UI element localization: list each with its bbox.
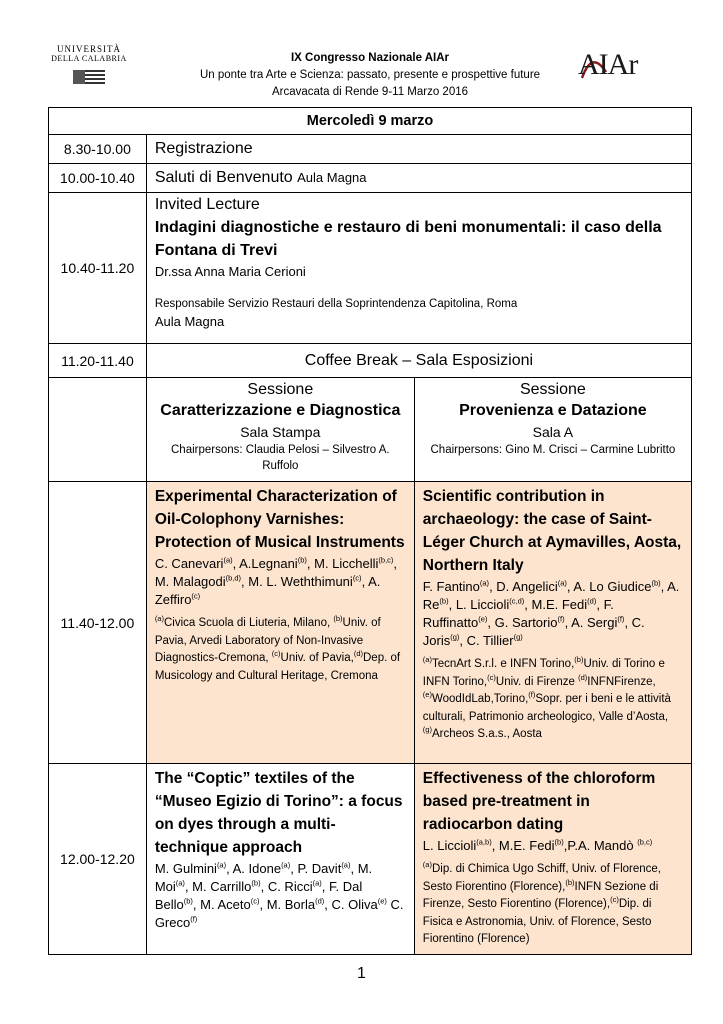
welcome-cell — [146, 164, 691, 193]
aiar-logo — [572, 48, 682, 94]
author-affiliation-marker: (a) — [479, 578, 490, 588]
welcome-place: Aula Magna — [297, 170, 367, 185]
session-a-cell — [146, 378, 414, 482]
talk-title: Effectiveness of the chloroform based pre-treatment in radiocarbon dating — [422, 770, 656, 833]
table-row — [49, 764, 692, 955]
time-cell: 8.30-10.00 — [49, 135, 147, 164]
talk-authors: F. Fantino$^{(a)}$, D. Angelici$^{(a)}$, A. Lo Giudice$^{(b)}$, A. Re$^{(b)}$, L. Liccioli$^{(c,d)}$, M.E. Fedi$^{(d)}$, F. Ruffinatto$^{(e)}$, G. Sartorio$^{(f)}$, A. Sergi$^{(f)}$, C. Joris$^{(g)}$, C. Tillier$^{(g)}$ — [422, 578, 680, 648]
author-name: A. Sergi — [571, 615, 618, 630]
lecture-title: Indagini diagnostiche e restauro di beni monumentali: il caso della Fontana di Trevi — [154, 219, 662, 259]
table-row — [49, 193, 692, 344]
table-row — [49, 344, 692, 378]
coffee-break-cell: Coffee Break – Sala Esposizioni — [146, 344, 691, 378]
author-name: A. Lo Giudice — [573, 579, 652, 594]
author-name: M. Aceto — [200, 897, 251, 912]
author-name: A. Zeffiro — [154, 574, 381, 607]
author-name: F. Fantino — [422, 579, 480, 594]
author-affiliation-marker: (b) — [183, 896, 193, 906]
author-affiliation-marker: (f) — [190, 914, 198, 924]
congress-subtitle: Un ponte tra Arte e Scienza: passato, presente e prospettive future — [199, 69, 541, 81]
talk-title: The “Coptic” textiles of the “Museo Egizio di Torino”: a focus on dyes through a multi-technique approach — [154, 770, 403, 856]
author-name: C. Canevari — [154, 556, 224, 571]
university-emblem-icon — [71, 68, 107, 88]
congress-title: IX Congresso Nazionale AIAr — [290, 52, 450, 64]
registration-cell: Registrazione — [146, 135, 691, 164]
author-name: M. L. Weththimuni — [248, 574, 353, 589]
author-affiliation-marker: (a) — [216, 860, 227, 870]
author-name: M. Malagodi — [154, 574, 226, 589]
affiliation-text: Dip. di Fisica e Astronomia, Univ. of Florence, Sesto Fiorentino (Florence) — [422, 898, 652, 945]
talk-authors: M. Gulmini$^{(a)}$, A. Idone$^{(a)}$, P. Davit$^{(a)}$, M. Moi$^{(a)}$, M. Carrillo$^{(b)}$, C. Ricci$^{(a)}$, F. Dal Bello$^{(b)}$, M. Aceto$^{(c)}$, M. Borla$^{(d)}$, C. Oliva$^{(e)}$ C. Greco$^{(f)}$ — [154, 860, 404, 930]
affiliation-text: Univ. of Pavia, — [280, 652, 354, 664]
session-a-label: Sessione — [247, 381, 314, 398]
talk-cell — [146, 764, 414, 955]
author-affiliation-marker: (d) — [587, 596, 597, 606]
author-affiliation-marker: (d) — [315, 896, 325, 906]
author-name: L. Liccioli — [455, 597, 510, 612]
affiliation-text: Univ. di Firenze — [495, 675, 579, 688]
author-affiliation-marker: (c) — [352, 573, 362, 583]
author-affiliation-marker: (a) — [223, 555, 233, 565]
table-row — [49, 135, 692, 164]
affiliation-marker: (b) — [574, 655, 584, 665]
author-affiliation-marker: (c) — [191, 591, 201, 601]
affiliation-marker: (e) — [422, 690, 432, 700]
author-name: M. Borla — [266, 897, 316, 912]
author-affiliation-marker: (f) — [557, 614, 565, 624]
sessions-row — [49, 378, 692, 482]
page-header — [0, 0, 723, 104]
affiliation-marker: (d) — [353, 649, 363, 659]
program-table — [48, 107, 692, 955]
author-name: M.E. Fedi — [498, 838, 555, 853]
university-logo-line1: UNIVERSITÀ — [57, 44, 121, 54]
author-affiliation-marker: (b,c) — [378, 555, 394, 565]
lecture-place: Aula Magna — [154, 314, 225, 329]
time-cell: 10.00-10.40 — [49, 164, 147, 193]
talk-affiliations — [155, 615, 406, 685]
lecture-speaker: Dr.ssa Anna Maria Cerioni — [154, 264, 306, 279]
author-name: C. Oliva — [331, 897, 378, 912]
time-cell: 12.00-12.20 — [49, 764, 147, 955]
time-cell-empty — [49, 378, 147, 482]
author-affiliation-marker: (e) — [478, 614, 488, 624]
author-name: M. Carrillo — [192, 879, 252, 894]
author-affiliation-marker: (b) — [251, 878, 261, 888]
affiliation-text: Dip. di Chimica Ugo Schiff, Univ. of Florence, Sesto Fiorentino (Florence), — [422, 863, 661, 893]
affiliation-text: Dep. of Musicology and Cultural Heritage, Cremona — [154, 652, 401, 682]
talk-authors: L. Liccioli$^{(a,b)}$, M.E. Fedi$^{(b)}$,P.A. Mandò $^{(b,c)}$ — [422, 837, 653, 853]
author-name: C. Tillier — [466, 633, 514, 648]
author-affiliation-marker: (a) — [557, 578, 567, 588]
lecture-speaker-role: Responsabile Servizio Restauri della Soprintendenza Capitolina, Roma — [154, 298, 518, 310]
session-a-chairs: Chairpersons: Claudia Pelosi – Silvestro A. Ruffolo — [171, 444, 390, 472]
congress-place-date: Arcavacata di Rende 9-11 Marzo 2016 — [271, 86, 469, 98]
session-b-room: Sala A — [532, 424, 574, 440]
session-a-name: Caratterizzazione e Diagnostica — [160, 402, 401, 419]
author-affiliation-marker: (a) — [175, 878, 185, 888]
session-a-room: Sala Stampa — [240, 424, 321, 440]
author-affiliation-marker: (g) — [513, 632, 523, 642]
talk-title: Experimental Characterization of Oil-Colophony Varnishes: Protection of Musical Instruments — [154, 488, 405, 551]
affiliation-marker: (b) — [565, 877, 575, 887]
author-affiliation-marker: (b) — [554, 837, 564, 847]
affiliation-marker: (a) — [422, 655, 432, 665]
affiliation-marker: (c) — [271, 649, 281, 659]
author-affiliation-marker: (e) — [377, 896, 387, 906]
session-b-label: Sessione — [519, 381, 586, 398]
page-number: 1 — [357, 965, 366, 982]
talk-affiliations — [423, 861, 683, 949]
author-name: Mandò — [593, 838, 638, 853]
author-name: F. Dal Bello — [154, 879, 363, 912]
author-affiliation-marker: (b) — [439, 596, 449, 606]
author-name: M.E. Fedi — [531, 597, 588, 612]
author-name: L. Liccioli — [422, 838, 477, 853]
congress-heading — [160, 50, 580, 101]
author-name: A.Legnani — [239, 556, 298, 571]
university-logo — [48, 44, 130, 94]
affiliation-marker: (c) — [487, 672, 496, 682]
author-name: C. Greco — [154, 897, 404, 930]
author-name: C. Joris — [422, 615, 645, 648]
lecture-kind: Invited Lecture — [154, 196, 260, 213]
author-name: F. Ruffinatto — [422, 597, 614, 630]
affiliation-marker: (f) — [528, 690, 536, 700]
affiliation-marker: (c) — [610, 895, 619, 905]
affiliation-text: INFNFirenze, — [587, 675, 656, 688]
university-logo-line2: DELLA CALABRIA — [51, 54, 127, 63]
author-name: C. Ricci — [267, 879, 313, 894]
table-row — [49, 164, 692, 193]
time-cell: 11.40-12.00 — [49, 482, 147, 764]
talk-title: Scientific contribution in archaeology: the case of Saint-Léger Church at Aymavilles, Aosta, Northern Italy — [422, 488, 682, 574]
affiliation-marker: (g) — [422, 725, 432, 735]
time-cell: 10.40-11.20 — [49, 193, 147, 344]
author-affiliation-marker: (b) — [297, 555, 307, 565]
day-heading: Mercoledì 9 marzo — [49, 108, 692, 135]
talk-authors: C. Canevari$^{(a)}$, A.Legnani$^{(b)}$, M. Licchelli$^{(b,c)}$, M. Malagodi$^{(b,d)}$, M. L. Weththimuni$^{(c)}$, A. Zeffiro$^{(c)}$ — [154, 555, 398, 607]
author-affiliation-marker: (a,b) — [476, 837, 492, 847]
session-b-name: Provenienza e Datazione — [459, 402, 647, 419]
affiliation-text: WoodIdLab,Torino, — [431, 693, 529, 705]
invited-lecture-cell — [146, 193, 691, 344]
session-b-cell — [414, 378, 691, 482]
author-affiliation-marker: (f) — [617, 614, 625, 624]
author-affiliation-marker: (b) — [651, 578, 661, 588]
author-affiliation-marker: (a) — [281, 860, 291, 870]
author-name: D. Angelici — [496, 579, 558, 594]
author-name: P. Davit — [297, 861, 342, 876]
affiliation-text: Univ. di Torino e INFN Torino, — [422, 658, 665, 688]
time-cell: 11.20-11.40 — [49, 344, 147, 378]
session-b-chairs: Chairpersons: Gino M. Crisci – Carmine Lubritto — [430, 444, 676, 456]
author-name: A. Re — [422, 579, 680, 612]
welcome-text: Saluti di Benvenuto — [154, 169, 293, 186]
author-affiliation-marker: (b,c) — [637, 837, 653, 847]
affiliation-marker: (b) — [333, 614, 343, 624]
talk-affiliations — [423, 656, 683, 744]
author-name: M. Licchelli — [314, 556, 379, 571]
author-affiliation-marker: (c,d) — [509, 596, 525, 606]
affiliation-marker: (a) — [422, 860, 432, 870]
author-affiliation-marker: (a) — [312, 878, 322, 888]
affiliation-marker: (a) — [154, 614, 164, 624]
author-affiliation-marker: (b,d) — [225, 573, 242, 583]
author-name: M. Gulmini — [154, 861, 217, 876]
talk-cell — [146, 482, 414, 764]
table-row — [49, 482, 692, 764]
talk-cell — [414, 764, 691, 955]
author-affiliation-marker: (a) — [341, 860, 351, 870]
author-affiliation-marker: (g) — [450, 632, 460, 642]
author-affiliation-marker: (c) — [250, 896, 260, 906]
author-name: A. Idone — [232, 861, 282, 876]
affiliation-text: Univ. of Pavia, Arvedi Laboratory of Non-Invasive Diagnostics-Cremona, — [154, 617, 381, 664]
affiliation-text: TecnArt S.r.l. e INFN Torino, — [431, 658, 575, 670]
author-name: G. Sartorio — [494, 615, 558, 630]
aiar-logo-text: AIAr — [578, 48, 638, 81]
affiliation-text: INFN Sezione di Firenze, Sesto Fiorentino (Florence), — [422, 880, 659, 910]
affiliation-text: Sopr. per i beni e le attività culturali, Patrimonio archeologico, Valle d’Aosta, — [422, 693, 671, 723]
author-name: M. Moi — [154, 861, 373, 894]
talk-cell — [414, 482, 691, 764]
affiliation-text: Archeos S.a.s., Aosta — [431, 728, 542, 740]
affiliation-text: Civica Scuola di Liuteria, Milano, — [163, 617, 334, 629]
affiliation-marker: (d) — [578, 672, 588, 682]
day-row — [49, 108, 692, 135]
